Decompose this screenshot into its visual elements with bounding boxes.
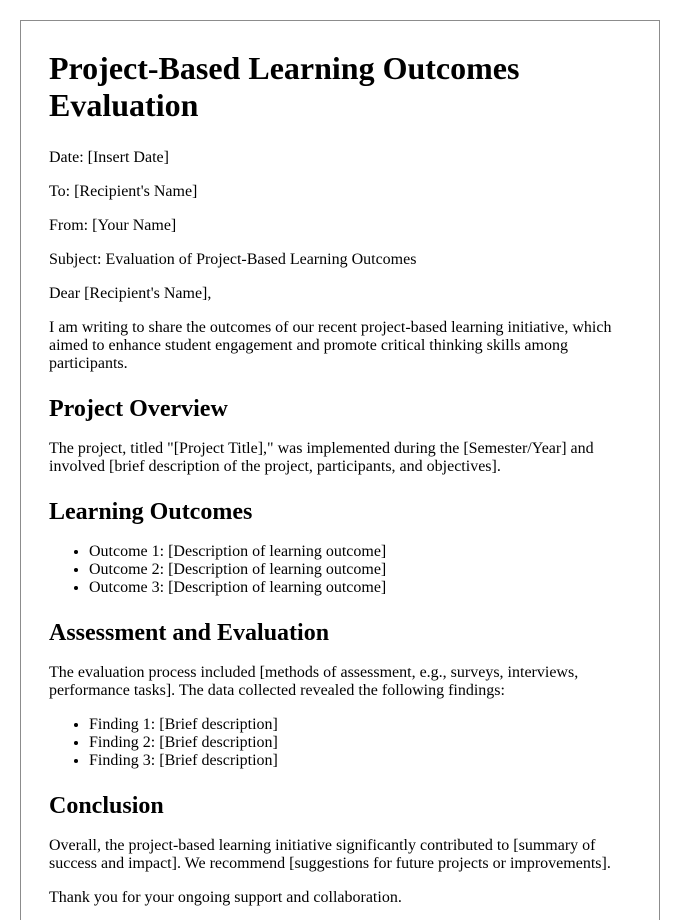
list-item: • Finding 1: [Brief description]	[89, 716, 631, 734]
intro-paragraph: I am writing to share the outcomes of our recent project-based learning initiative, which aimed to enhance student engagement and promote critical thinking skills among participants.	[49, 319, 612, 372]
assessment-paragraph: The evaluation process included [methods of assessment, e.g., surveys, interviews, performance tasks]. The data collected revealed the following findings:	[49, 664, 579, 699]
document-page	[20, 20, 660, 920]
section-heading-conclusion: Conclusion	[49, 793, 164, 819]
subject-line: Subject: Evaluation of Project-Based Learning Outcomes	[49, 251, 417, 268]
list-item: • Outcome 1: [Description of learning outcome]	[89, 543, 631, 561]
list-item: • Finding 3: [Brief description]	[89, 752, 631, 770]
date-line: Date: [Insert Date]	[49, 149, 169, 166]
closing-line: Thank you for your ongoing support and collaboration.	[49, 889, 402, 906]
section-heading-assessment: Assessment and Evaluation	[49, 620, 330, 646]
section-heading-overview: Project Overview	[49, 396, 228, 422]
conclusion-paragraph: Overall, the project-based learning initiative significantly contributed to [summary of success and impact]. We recommend [suggestions for future projects or improvements].	[49, 837, 611, 872]
from-line: From: [Your Name]	[49, 217, 177, 234]
findings-list	[49, 716, 631, 770]
document-content	[21, 21, 659, 907]
overview-paragraph: The project, titled "[Project Title]," was implemented during the [Semester/Year] and involved [brief description of the project, participants, and objectives].	[49, 440, 594, 475]
document-title: Project-Based Learning Outcomes Evaluation	[49, 50, 520, 123]
salutation: Dear [Recipient's Name],	[49, 285, 212, 302]
section-heading-outcomes: Learning Outcomes	[49, 499, 253, 525]
list-item: • Outcome 2: [Description of learning outcome]	[89, 561, 631, 579]
outcomes-list	[49, 543, 631, 597]
to-line: To: [Recipient's Name]	[49, 183, 198, 200]
list-item: • Outcome 3: [Description of learning outcome]	[89, 579, 631, 597]
list-item: • Finding 2: [Brief description]	[89, 734, 631, 752]
